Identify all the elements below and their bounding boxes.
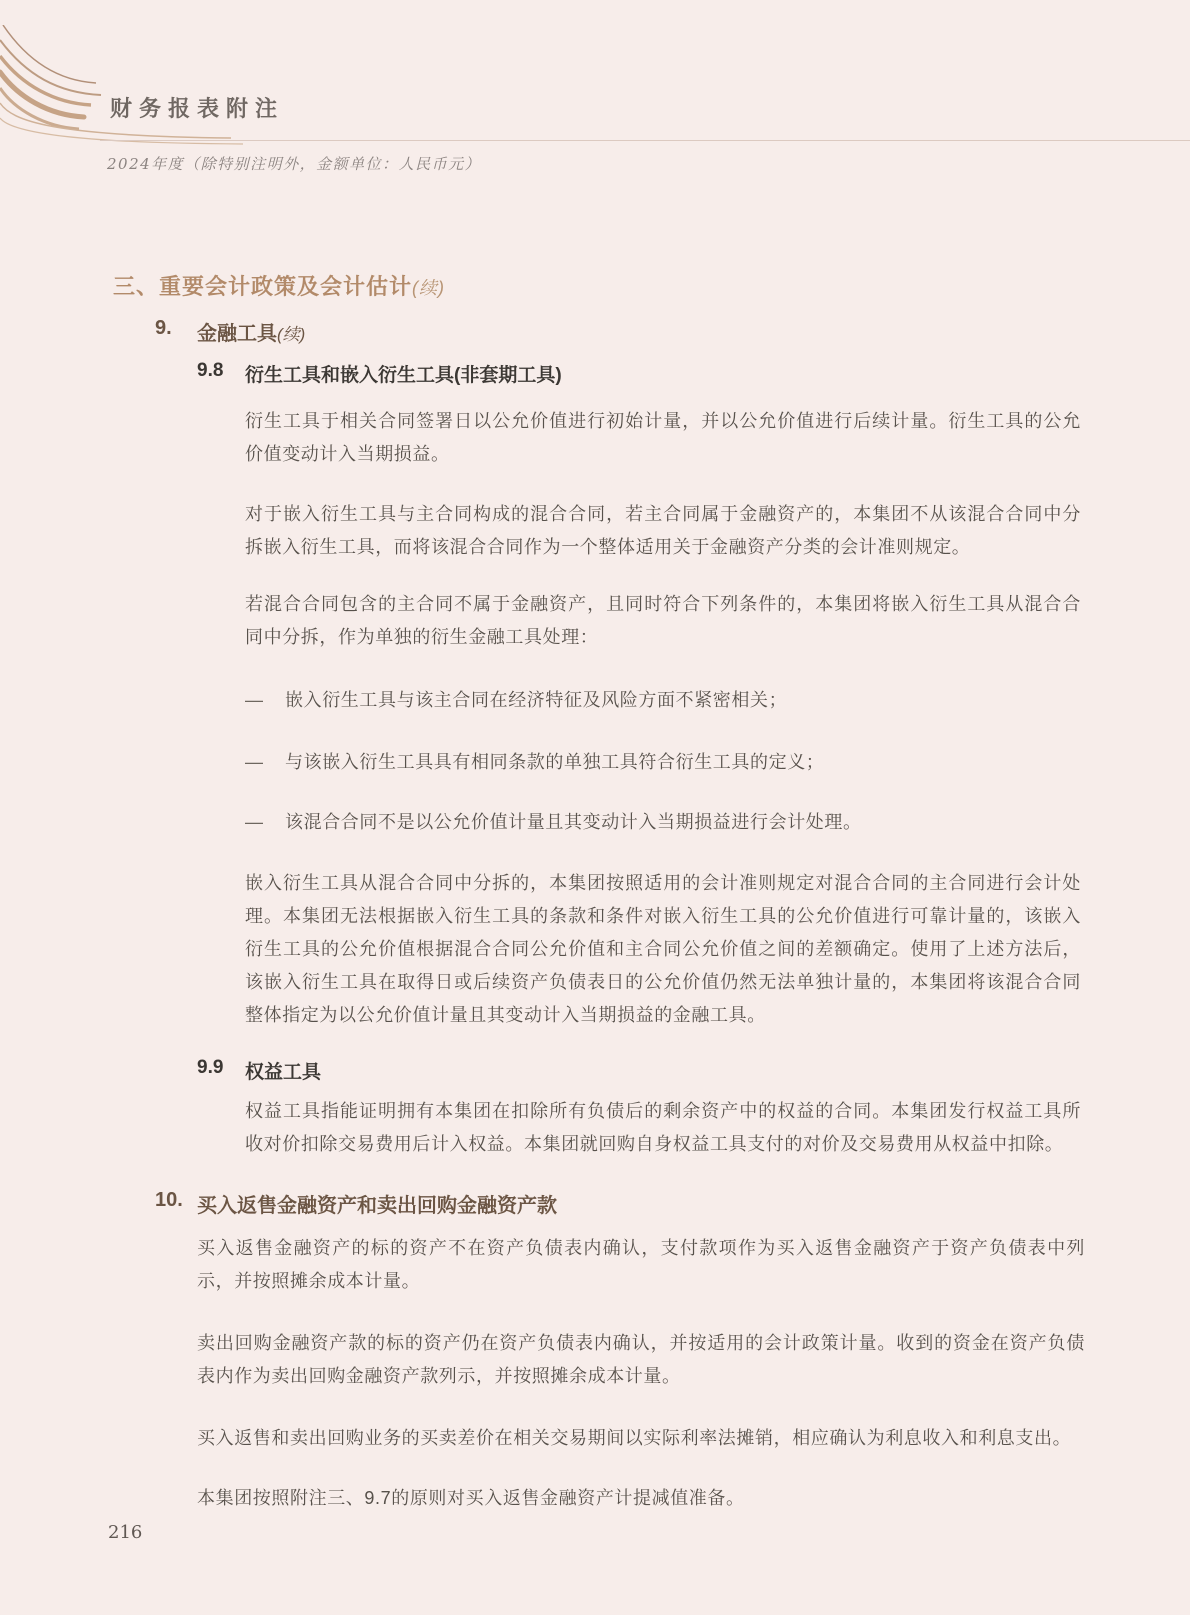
page-subtitle: 2024年度（除特别注明外，金额单位：人民币元） [107,155,482,173]
bullet-item [245,684,1081,717]
subitem-9-8-title: 衍生工具和嵌入衍生工具(非套期工具) [245,365,562,386]
header-divider [100,140,1190,141]
bullet-dash-icon: — [245,690,264,710]
bullet-text: 该混合合同不是以公允价值计量且其变动计入当期损益进行会计处理。 [285,812,862,832]
bullet-item [245,806,1081,839]
item-10-number: 10. [155,1189,183,1211]
section-heading [113,270,445,301]
section-continued-mark: (续) [412,278,446,298]
paragraph: 买入返售金融资产的标的资产不在资产负债表内确认，支付款项作为买入返售金融资产于资产负债表中列示，并按照摊余成本计量。 [197,1238,1085,1291]
item-9-title: 金融工具(续) [197,323,306,345]
subitem-9-9-title: 权益工具 [245,1062,322,1083]
swoosh-logo-icon [0,25,250,147]
paragraph: 衍生工具于相关合同签署日以公允价值进行初始计量，并以公允价值进行后续计量。衍生工具的公允价值变动计入当期损益。 [245,411,1081,464]
subitem-9-9-heading [197,1057,321,1084]
item-9-number: 9. [155,317,172,339]
bullet-text: 嵌入衍生工具与该主合同在经济特征及风险方面不紧密相关； [285,690,788,710]
paragraph: 买入返售和卖出回购业务的买卖差价在相关交易期间以实际利率法摊销，相应确认为利息收入和利息支出。 [197,1428,1072,1448]
page-number: 216 [108,1522,143,1543]
item-9-heading [155,317,305,346]
subitem-9-8-number: 9.8 [197,360,224,381]
item-10-heading [155,1189,557,1218]
subitem-9-8-heading [197,360,562,387]
paragraph: 本集团按照附注三、9.7的原则对买入返售金融资产计提减值准备。 [197,1488,745,1508]
item-9-continued-mark: (续) [277,325,306,344]
bullet-dash-icon: — [245,812,264,832]
paragraph: 若混合合同包含的主合同不属于金融资产，且同时符合下列条件的，本集团将嵌入衍生工具从混合合同中分拆，作为单独的衍生金融工具处理： [245,594,1081,647]
section-heading-text: 重要会计政策及会计估计 [159,274,413,299]
item-10-title: 买入返售金融资产和卖出回购金融资产款 [197,1195,557,1217]
bullet-item [245,746,1081,779]
subitem-9-9-number: 9.9 [197,1057,224,1078]
bullet-text: 与该嵌入衍生工具具有相同条款的单独工具符合衍生工具的定义； [285,752,825,772]
paragraph: 对于嵌入衍生工具与主合同构成的混合合同，若主合同属于金融资产的，本集团不从该混合合同中分拆嵌入衍生工具，而将该混合合同作为一个整体适用关于金融资产分类的会计准则规定。 [245,504,1081,557]
paragraph: 嵌入衍生工具从混合合同中分拆的，本集团按照适用的会计准则规定对混合合同的主合同进行会计处理。本集团无法根据嵌入衍生工具的条款和条件对嵌入衍生工具的公允价值进行可靠计量的，该嵌入衍生工具的公允价值根据混合合同公允价值和主合同公允价值之间的差额确定。使用了上述方法后，该嵌入衍生工具在取得日或后续资产负债表日的公允价值仍然无法单独计量的，本集团将该混合合同整体指定为以公允价值计量且其变动计入当期损益的金融工具。 [245,873,1081,1025]
paragraph: 权益工具指能证明拥有本集团在扣除所有负债后的剩余资产中的权益的合同。本集团发行权益工具所收对价扣除交易费用后计入权益。本集团就回购自身权益工具支付的对价及交易费用从权益中扣除。 [245,1101,1081,1154]
paragraph: 卖出回购金融资产款的标的资产仍在资产负债表内确认，并按适用的会计政策计量。收到的资金在资产负债表内作为卖出回购金融资产款列示，并按照摊余成本计量。 [197,1333,1085,1386]
bullet-dash-icon: — [245,752,264,772]
page-title: 财务报表附注 [110,96,285,122]
section-number: 三、 [113,274,160,299]
